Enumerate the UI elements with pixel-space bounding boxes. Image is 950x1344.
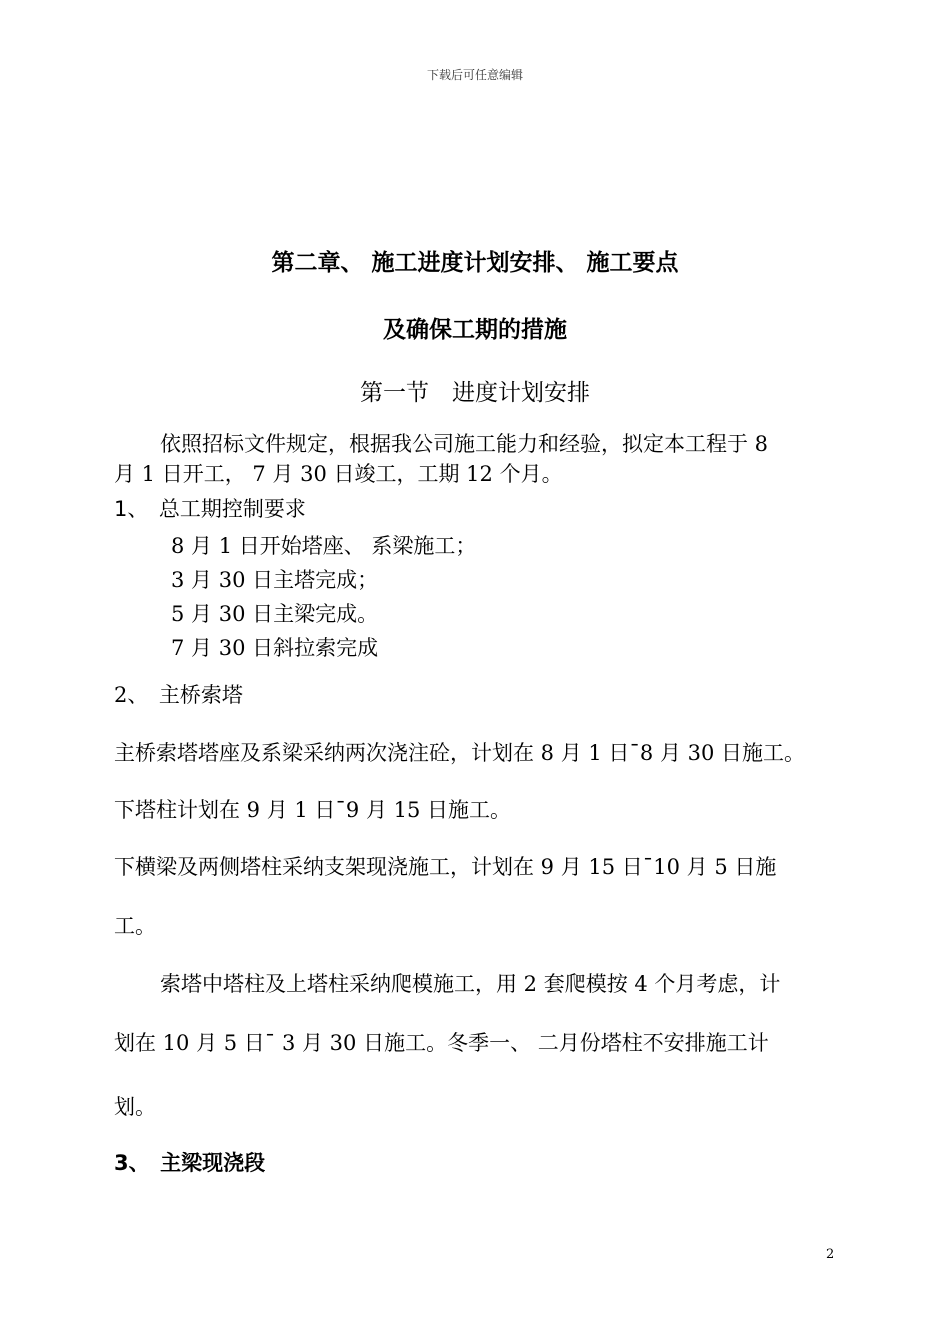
milestone-item: 8 月 1 日开始塔座、 系梁施工； xyxy=(171,534,477,558)
page-number: 2 xyxy=(826,1247,835,1262)
milestone-item: 5 月 30 日主梁完成。 xyxy=(171,602,379,626)
intro-paragraph-line1: 依照招标文件规定，根据我公司施工能力和经验，拟定本工程于 8 xyxy=(160,432,769,456)
item2-paragraph3-line2: 工。 xyxy=(114,914,156,938)
milestone-item: 3 月 30 日主塔完成； xyxy=(171,568,379,592)
item2-paragraph1: 主桥索塔塔座及系梁采纳两次浇注砼，计划在 8 月 1 日¯8 月 30 日施工。 xyxy=(114,741,806,765)
item1-heading: 1、 总工期控制要求 xyxy=(114,497,306,521)
item2-paragraph4-line3: 划。 xyxy=(114,1095,156,1119)
item2-heading: 2、 主桥索塔 xyxy=(114,683,243,707)
chapter-title-line2: 及确保工期的措施 xyxy=(383,317,567,343)
milestone-item: 7 月 30 日斜拉索完成 xyxy=(171,636,379,660)
item2-paragraph3-line1: 下横梁及两侧塔柱采纳支架现浇施工，计划在 9 月 15 日¯10 月 5 日施 xyxy=(114,855,777,879)
item2-paragraph4-line1: 索塔中塔柱及上塔柱采纳爬模施工，用 2 套爬模按 4 个月考虑，计 xyxy=(160,972,781,996)
header-note: 下载后可任意编辑 xyxy=(426,68,523,82)
item2-paragraph2: 下塔柱计划在 9 月 1 日¯9 月 15 日施工。 xyxy=(114,798,512,822)
intro-paragraph-line2: 月 1 日开工， 7 月 30 日竣工，工期 12 个月。 xyxy=(114,462,563,486)
section-title: 第一节 进度计划安排 xyxy=(360,380,590,406)
chapter-title-line1: 第二章、 施工进度计划安排、 施工要点 xyxy=(271,250,679,276)
item2-paragraph4-line2: 划在 10 月 5 日¯ 3 月 30 日施工。冬季一、 二月份塔柱不安排施工计 xyxy=(114,1031,769,1055)
item3-heading: 3、 主梁现浇段 xyxy=(114,1151,266,1175)
